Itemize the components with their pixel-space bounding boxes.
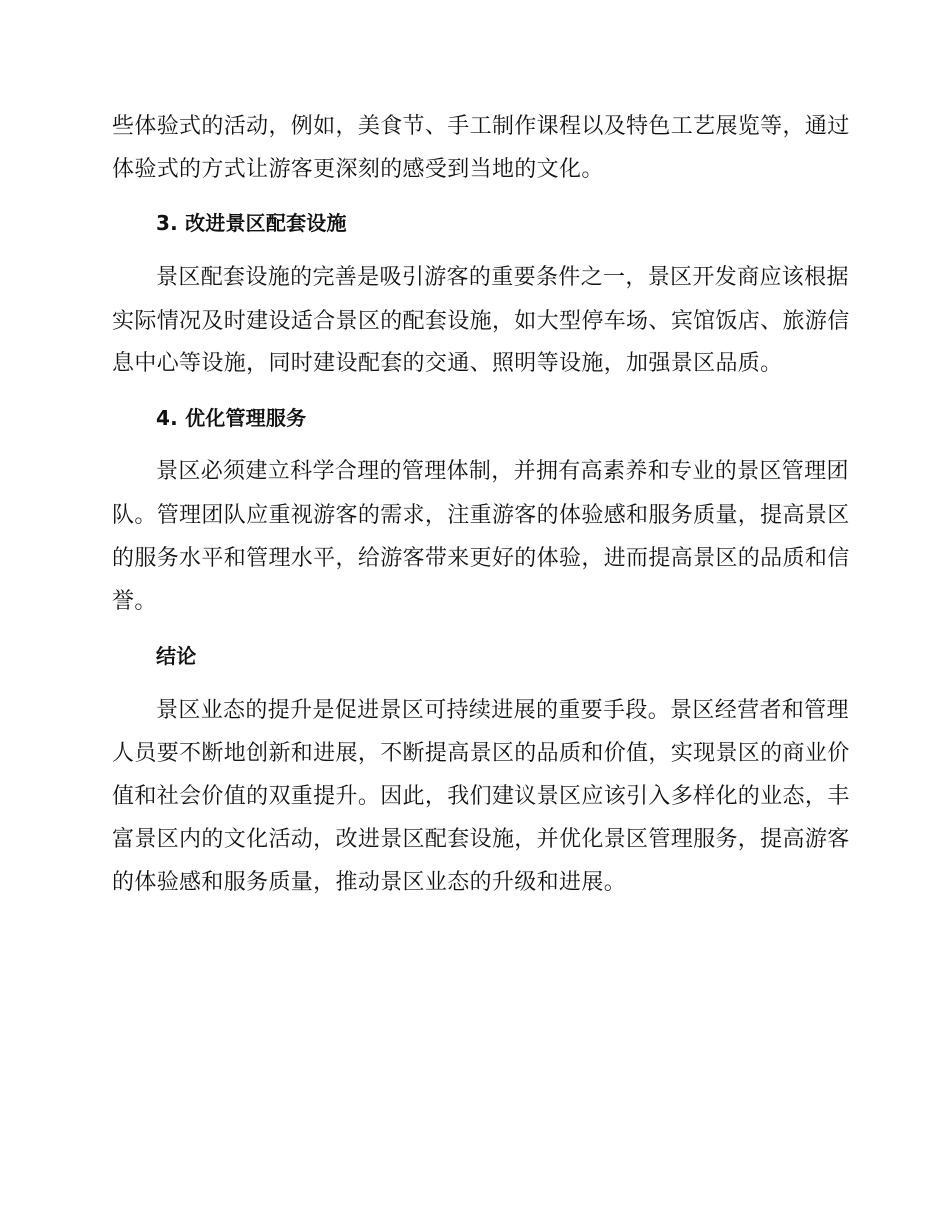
paragraph-2-line-3: 息中心等设施，同时建设配套的交通、照明等设施，加强景区品质。 xyxy=(112,351,783,376)
paragraph-3-line-2: 队。管理团队应重视游客的需求，注重游客的体验感和服务质量，提高景区 xyxy=(112,503,850,528)
section-heading-3: 3. 改进景区配套设施 xyxy=(156,211,347,235)
paragraph-3-line-3: 的服务水平和管理水平，给游客带来更好的体验，进而提高景区的品质和信 xyxy=(112,546,850,571)
section-heading-4: 4. 优化管理服务 xyxy=(156,406,307,430)
paragraph-3-line-1: 景区必须建立科学合理的管理体制，并拥有高素养和专业的景区管理团 xyxy=(156,459,849,484)
paragraph-2-line-1: 景区配套设施的完善是吸引游客的重要条件之一，景区开发商应该根据 xyxy=(156,265,849,290)
paragraph-4-line-2: 人员要不断地创新和进展，不断提高景区的品质和价值，实现景区的商业价 xyxy=(112,741,850,766)
paragraph-1-line-1: 些体验式的活动，例如，美食节、手工制作课程以及特色工艺展览等，通过 xyxy=(112,114,850,139)
paragraph-4-line-1: 景区业态的提升是促进景区可持续进展的重要手段。景区经营者和管理 xyxy=(156,698,849,723)
paragraph-1-line-2: 体验式的方式让游客更深刻的感受到当地的文化。 xyxy=(112,157,604,182)
conclusion-heading: 结论 xyxy=(156,644,197,668)
paragraph-2-line-2: 实际情况及时建设适合景区的配套设施，如大型停车场、宾馆饭店、旅游信 xyxy=(112,309,850,334)
paragraph-4-line-5: 的体验感和服务质量，推动景区业态的升级和进展。 xyxy=(112,870,627,895)
paragraph-3-line-4: 誉。 xyxy=(112,589,157,614)
paragraph-4-line-3: 值和社会价值的双重提升。因此，我们建议景区应该引入多样化的业态，丰 xyxy=(112,784,850,809)
paragraph-4-line-4: 富景区内的文化活动，改进景区配套设施，并优化景区管理服务，提高游客 xyxy=(112,827,850,852)
